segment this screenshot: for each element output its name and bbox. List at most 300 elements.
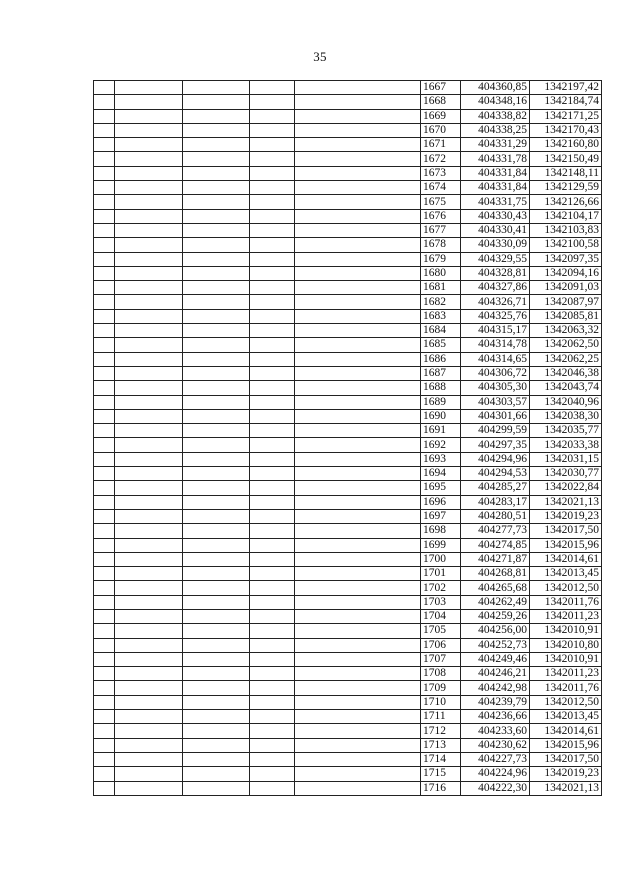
x-coordinate-cell: 404262,49 <box>461 595 530 609</box>
empty-cell <box>295 624 421 638</box>
table-row <box>94 123 602 137</box>
x-coordinate-cell: 404222,30 <box>461 781 530 795</box>
empty-cell <box>295 767 421 781</box>
empty-cell <box>250 552 295 566</box>
x-coordinate-cell: 404259,26 <box>461 609 530 623</box>
empty-cell <box>295 238 421 252</box>
empty-cell <box>183 509 250 523</box>
empty-cell <box>115 281 183 295</box>
empty-cell <box>295 752 421 766</box>
empty-cell <box>183 123 250 137</box>
point-number-cell: 1711 <box>421 710 461 724</box>
empty-cell <box>250 652 295 666</box>
empty-cell <box>183 595 250 609</box>
empty-cell <box>183 266 250 280</box>
empty-cell <box>94 109 115 123</box>
table-row <box>94 667 602 681</box>
empty-cell <box>295 223 421 237</box>
y-coordinate-cell: 1342197,42 <box>530 81 602 95</box>
empty-cell <box>295 667 421 681</box>
table-row <box>94 567 602 581</box>
empty-cell <box>115 710 183 724</box>
empty-cell <box>94 409 115 423</box>
empty-cell <box>115 166 183 180</box>
empty-cell <box>183 195 250 209</box>
x-coordinate-cell: 404325,76 <box>461 309 530 323</box>
empty-cell <box>115 352 183 366</box>
empty-cell <box>94 752 115 766</box>
empty-cell <box>183 724 250 738</box>
table-row <box>94 767 602 781</box>
y-coordinate-cell: 1342017,50 <box>530 524 602 538</box>
empty-cell <box>183 424 250 438</box>
point-number-cell: 1681 <box>421 281 461 295</box>
y-coordinate-cell: 1342010,91 <box>530 624 602 638</box>
table-row <box>94 81 602 95</box>
empty-cell <box>115 781 183 795</box>
point-number-cell: 1716 <box>421 781 461 795</box>
y-coordinate-cell: 1342087,97 <box>530 295 602 309</box>
empty-cell <box>94 652 115 666</box>
empty-cell <box>295 281 421 295</box>
point-number-cell: 1695 <box>421 481 461 495</box>
empty-cell <box>115 509 183 523</box>
empty-cell <box>94 624 115 638</box>
empty-cell <box>183 138 250 152</box>
point-number-cell: 1710 <box>421 695 461 709</box>
table-row <box>94 195 602 209</box>
empty-cell <box>250 609 295 623</box>
empty-cell <box>250 424 295 438</box>
x-coordinate-cell: 404305,30 <box>461 381 530 395</box>
empty-cell <box>94 567 115 581</box>
empty-cell <box>183 352 250 366</box>
table-row <box>94 424 602 438</box>
empty-cell <box>295 324 421 338</box>
empty-cell <box>295 595 421 609</box>
empty-cell <box>295 381 421 395</box>
empty-cell <box>183 767 250 781</box>
empty-cell <box>94 95 115 109</box>
x-coordinate-cell: 404227,73 <box>461 752 530 766</box>
table-row <box>94 609 602 623</box>
empty-cell <box>115 609 183 623</box>
empty-cell <box>115 395 183 409</box>
empty-cell <box>295 181 421 195</box>
empty-cell <box>94 123 115 137</box>
empty-cell <box>115 381 183 395</box>
table-row <box>94 595 602 609</box>
empty-cell <box>94 681 115 695</box>
table-row <box>94 495 602 509</box>
empty-cell <box>295 81 421 95</box>
x-coordinate-cell: 404330,09 <box>461 238 530 252</box>
y-coordinate-cell: 1342160,80 <box>530 138 602 152</box>
y-coordinate-cell: 1342010,80 <box>530 638 602 652</box>
table-row <box>94 481 602 495</box>
x-coordinate-cell: 404230,62 <box>461 738 530 752</box>
empty-cell <box>250 481 295 495</box>
empty-cell <box>295 581 421 595</box>
empty-cell <box>94 152 115 166</box>
x-coordinate-cell: 404306,72 <box>461 366 530 380</box>
empty-cell <box>295 95 421 109</box>
empty-cell <box>94 252 115 266</box>
empty-cell <box>295 652 421 666</box>
empty-cell <box>295 452 421 466</box>
empty-cell <box>94 452 115 466</box>
table-row <box>94 381 602 395</box>
table-row <box>94 624 602 638</box>
point-number-cell: 1700 <box>421 552 461 566</box>
y-coordinate-cell: 1342100,58 <box>530 238 602 252</box>
x-coordinate-cell: 404331,84 <box>461 181 530 195</box>
table-row <box>94 509 602 523</box>
point-number-cell: 1715 <box>421 767 461 781</box>
point-number-cell: 1687 <box>421 366 461 380</box>
table-row <box>94 223 602 237</box>
empty-cell <box>295 567 421 581</box>
empty-cell <box>94 767 115 781</box>
empty-cell <box>115 738 183 752</box>
empty-cell <box>115 252 183 266</box>
empty-cell <box>250 338 295 352</box>
empty-cell <box>250 309 295 323</box>
point-number-cell: 1679 <box>421 252 461 266</box>
empty-cell <box>115 109 183 123</box>
empty-cell <box>183 667 250 681</box>
empty-cell <box>295 109 421 123</box>
empty-cell <box>115 624 183 638</box>
empty-cell <box>115 223 183 237</box>
empty-cell <box>183 309 250 323</box>
empty-cell <box>183 681 250 695</box>
empty-cell <box>115 452 183 466</box>
table-row <box>94 281 602 295</box>
y-coordinate-cell: 1342014,61 <box>530 552 602 566</box>
empty-cell <box>250 767 295 781</box>
table-row <box>94 652 602 666</box>
x-coordinate-cell: 404338,25 <box>461 123 530 137</box>
empty-cell <box>183 324 250 338</box>
x-coordinate-cell: 404299,59 <box>461 424 530 438</box>
y-coordinate-cell: 1342033,38 <box>530 438 602 452</box>
point-number-cell: 1669 <box>421 109 461 123</box>
empty-cell <box>250 195 295 209</box>
x-coordinate-cell: 404326,71 <box>461 295 530 309</box>
empty-cell <box>250 710 295 724</box>
empty-cell <box>115 724 183 738</box>
empty-cell <box>250 452 295 466</box>
empty-cell <box>183 481 250 495</box>
point-number-cell: 1692 <box>421 438 461 452</box>
x-coordinate-cell: 404252,73 <box>461 638 530 652</box>
empty-cell <box>250 95 295 109</box>
table-row <box>94 309 602 323</box>
point-number-cell: 1697 <box>421 509 461 523</box>
x-coordinate-cell: 404301,66 <box>461 409 530 423</box>
empty-cell <box>295 295 421 309</box>
table-row <box>94 695 602 709</box>
x-coordinate-cell: 404265,68 <box>461 581 530 595</box>
empty-cell <box>94 667 115 681</box>
empty-cell <box>115 81 183 95</box>
empty-cell <box>250 109 295 123</box>
point-number-cell: 1676 <box>421 209 461 223</box>
empty-cell <box>183 452 250 466</box>
table-row <box>94 781 602 795</box>
empty-cell <box>250 123 295 137</box>
table-row <box>94 266 602 280</box>
empty-cell <box>183 109 250 123</box>
coordinates-table-body <box>94 81 602 796</box>
table-row <box>94 209 602 223</box>
empty-cell <box>115 424 183 438</box>
empty-cell <box>295 395 421 409</box>
table-row <box>94 366 602 380</box>
x-coordinate-cell: 404331,75 <box>461 195 530 209</box>
empty-cell <box>295 266 421 280</box>
empty-cell <box>183 738 250 752</box>
y-coordinate-cell: 1342017,50 <box>530 752 602 766</box>
empty-cell <box>250 752 295 766</box>
x-coordinate-cell: 404314,78 <box>461 338 530 352</box>
point-number-cell: 1668 <box>421 95 461 109</box>
empty-cell <box>295 123 421 137</box>
point-number-cell: 1698 <box>421 524 461 538</box>
point-number-cell: 1689 <box>421 395 461 409</box>
empty-cell <box>295 338 421 352</box>
y-coordinate-cell: 1342063,32 <box>530 324 602 338</box>
x-coordinate-cell: 404249,46 <box>461 652 530 666</box>
empty-cell <box>94 338 115 352</box>
empty-cell <box>94 181 115 195</box>
empty-cell <box>94 695 115 709</box>
empty-cell <box>94 738 115 752</box>
y-coordinate-cell: 1342062,50 <box>530 338 602 352</box>
empty-cell <box>295 366 421 380</box>
empty-cell <box>115 123 183 137</box>
point-number-cell: 1677 <box>421 223 461 237</box>
point-number-cell: 1688 <box>421 381 461 395</box>
point-number-cell: 1705 <box>421 624 461 638</box>
empty-cell <box>183 166 250 180</box>
table-row <box>94 152 602 166</box>
empty-cell <box>183 567 250 581</box>
x-coordinate-cell: 404233,60 <box>461 724 530 738</box>
empty-cell <box>115 181 183 195</box>
point-number-cell: 1680 <box>421 266 461 280</box>
point-number-cell: 1714 <box>421 752 461 766</box>
x-coordinate-cell: 404303,57 <box>461 395 530 409</box>
point-number-cell: 1709 <box>421 681 461 695</box>
empty-cell <box>94 195 115 209</box>
empty-cell <box>94 467 115 481</box>
empty-cell <box>295 481 421 495</box>
point-number-cell: 1674 <box>421 181 461 195</box>
y-coordinate-cell: 1342015,96 <box>530 538 602 552</box>
empty-cell <box>183 338 250 352</box>
empty-cell <box>250 295 295 309</box>
point-number-cell: 1693 <box>421 452 461 466</box>
empty-cell <box>115 438 183 452</box>
y-coordinate-cell: 1342094,16 <box>530 266 602 280</box>
empty-cell <box>250 438 295 452</box>
empty-cell <box>250 381 295 395</box>
empty-cell <box>295 509 421 523</box>
x-coordinate-cell: 404280,51 <box>461 509 530 523</box>
x-coordinate-cell: 404331,29 <box>461 138 530 152</box>
y-coordinate-cell: 1342097,35 <box>530 252 602 266</box>
empty-cell <box>183 223 250 237</box>
empty-cell <box>94 366 115 380</box>
empty-cell <box>295 252 421 266</box>
empty-cell <box>94 438 115 452</box>
empty-cell <box>250 352 295 366</box>
empty-cell <box>250 223 295 237</box>
x-coordinate-cell: 404274,85 <box>461 538 530 552</box>
x-coordinate-cell: 404242,98 <box>461 681 530 695</box>
empty-cell <box>250 138 295 152</box>
empty-cell <box>94 710 115 724</box>
point-number-cell: 1683 <box>421 309 461 323</box>
empty-cell <box>94 381 115 395</box>
empty-cell <box>94 724 115 738</box>
empty-cell <box>295 467 421 481</box>
point-number-cell: 1678 <box>421 238 461 252</box>
empty-cell <box>94 266 115 280</box>
table-row <box>94 395 602 409</box>
empty-cell <box>183 638 250 652</box>
empty-cell <box>250 366 295 380</box>
empty-cell <box>295 538 421 552</box>
empty-cell <box>295 409 421 423</box>
y-coordinate-cell: 1342030,77 <box>530 467 602 481</box>
empty-cell <box>183 181 250 195</box>
x-coordinate-cell: 404338,82 <box>461 109 530 123</box>
x-coordinate-cell: 404315,17 <box>461 324 530 338</box>
point-number-cell: 1706 <box>421 638 461 652</box>
table-row <box>94 581 602 595</box>
x-coordinate-cell: 404285,27 <box>461 481 530 495</box>
empty-cell <box>94 595 115 609</box>
x-coordinate-cell: 404294,53 <box>461 467 530 481</box>
empty-cell <box>183 95 250 109</box>
y-coordinate-cell: 1342031,15 <box>530 452 602 466</box>
x-coordinate-cell: 404297,35 <box>461 438 530 452</box>
empty-cell <box>250 81 295 95</box>
empty-cell <box>115 495 183 509</box>
y-coordinate-cell: 1342012,50 <box>530 581 602 595</box>
y-coordinate-cell: 1342171,25 <box>530 109 602 123</box>
empty-cell <box>115 638 183 652</box>
empty-cell <box>115 552 183 566</box>
empty-cell <box>250 409 295 423</box>
empty-cell <box>295 352 421 366</box>
y-coordinate-cell: 1342011,23 <box>530 609 602 623</box>
empty-cell <box>183 395 250 409</box>
empty-cell <box>115 152 183 166</box>
point-number-cell: 1696 <box>421 495 461 509</box>
point-number-cell: 1694 <box>421 467 461 481</box>
empty-cell <box>115 95 183 109</box>
y-coordinate-cell: 1342091,03 <box>530 281 602 295</box>
empty-cell <box>115 481 183 495</box>
empty-cell <box>250 781 295 795</box>
empty-cell <box>295 138 421 152</box>
point-number-cell: 1684 <box>421 324 461 338</box>
x-coordinate-cell: 404327,86 <box>461 281 530 295</box>
empty-cell <box>250 681 295 695</box>
empty-cell <box>250 181 295 195</box>
point-number-cell: 1671 <box>421 138 461 152</box>
empty-cell <box>115 581 183 595</box>
table-row <box>94 95 602 109</box>
point-number-cell: 1702 <box>421 581 461 595</box>
empty-cell <box>295 724 421 738</box>
y-coordinate-cell: 1342062,25 <box>530 352 602 366</box>
x-coordinate-cell: 404360,85 <box>461 81 530 95</box>
x-coordinate-cell: 404330,41 <box>461 223 530 237</box>
table-row <box>94 752 602 766</box>
empty-cell <box>295 495 421 509</box>
empty-cell <box>115 667 183 681</box>
x-coordinate-cell: 404331,78 <box>461 152 530 166</box>
x-coordinate-cell: 404328,81 <box>461 266 530 280</box>
table-row <box>94 166 602 180</box>
empty-cell <box>94 609 115 623</box>
table-row <box>94 409 602 423</box>
empty-cell <box>115 595 183 609</box>
point-number-cell: 1686 <box>421 352 461 366</box>
x-coordinate-cell: 404294,96 <box>461 452 530 466</box>
point-number-cell: 1713 <box>421 738 461 752</box>
empty-cell <box>115 338 183 352</box>
empty-cell <box>183 238 250 252</box>
empty-cell <box>250 567 295 581</box>
y-coordinate-cell: 1342148,11 <box>530 166 602 180</box>
empty-cell <box>115 366 183 380</box>
table-row <box>94 710 602 724</box>
y-coordinate-cell: 1342129,59 <box>530 181 602 195</box>
empty-cell <box>250 266 295 280</box>
empty-cell <box>115 409 183 423</box>
table-row <box>94 538 602 552</box>
y-coordinate-cell: 1342013,45 <box>530 710 602 724</box>
empty-cell <box>183 609 250 623</box>
empty-cell <box>94 481 115 495</box>
empty-cell <box>183 281 250 295</box>
empty-cell <box>183 381 250 395</box>
y-coordinate-cell: 1342035,77 <box>530 424 602 438</box>
y-coordinate-cell: 1342043,74 <box>530 381 602 395</box>
y-coordinate-cell: 1342012,50 <box>530 695 602 709</box>
empty-cell <box>183 467 250 481</box>
table-row <box>94 552 602 566</box>
empty-cell <box>250 252 295 266</box>
empty-cell <box>183 152 250 166</box>
empty-cell <box>183 552 250 566</box>
empty-cell <box>94 495 115 509</box>
empty-cell <box>94 424 115 438</box>
y-coordinate-cell: 1342104,17 <box>530 209 602 223</box>
x-coordinate-cell: 404331,84 <box>461 166 530 180</box>
empty-cell <box>115 138 183 152</box>
empty-cell <box>94 295 115 309</box>
empty-cell <box>115 209 183 223</box>
empty-cell <box>250 166 295 180</box>
point-number-cell: 1704 <box>421 609 461 623</box>
